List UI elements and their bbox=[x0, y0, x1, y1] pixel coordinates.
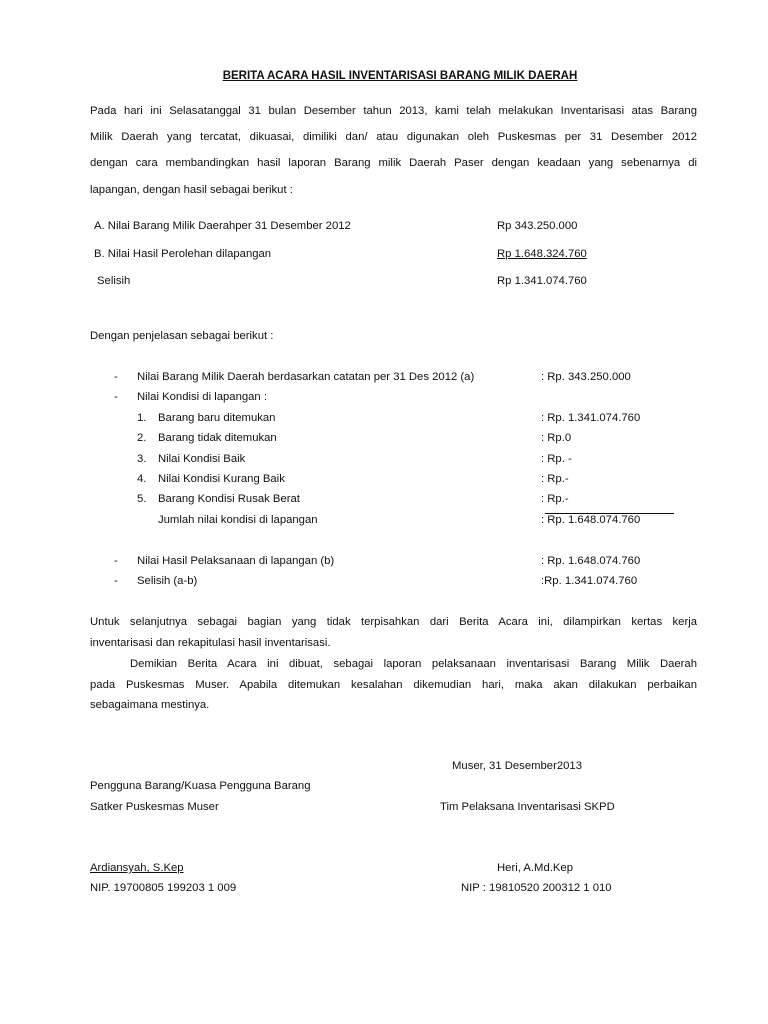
intro-paragraph bbox=[90, 98, 697, 203]
sub-label: Barang tidak ditemukan bbox=[158, 432, 277, 444]
dash-bullet: - bbox=[114, 575, 118, 587]
sub-number: 4. bbox=[137, 473, 147, 485]
right-signer-nip: NIP : 19810520 200312 1 010 bbox=[461, 882, 612, 894]
detail-label-a: Nilai Barang Milik Daerah berdasarkan catatan per 31 Des 2012 (a) bbox=[137, 371, 475, 383]
sub-label: Nilai Kondisi Kurang Baik bbox=[158, 473, 285, 485]
total-value: : Rp. 1.648.074.760 bbox=[541, 514, 641, 526]
right-signer-name: Heri, A.Md.Kep bbox=[497, 862, 573, 874]
right-signer-role: Tim Pelaksana Inventarisasi SKPD bbox=[440, 801, 615, 813]
summary-label-b: B. Nilai Hasil Perolehan dilapangan bbox=[94, 248, 272, 260]
intro-line: dengan cara membandingkan hasil laporan Barang milik Daerah Paser dengan keadaan yang sebenarnya di bbox=[90, 157, 697, 170]
summary-label-a: A. Nilai Barang Milik Daerahper 31 Desember 2012 bbox=[94, 220, 351, 232]
left-signer-name: Ardiansyah, S.Kep bbox=[90, 862, 184, 874]
sub-number: 5. bbox=[137, 493, 147, 505]
left-signer-unit: Satker Puskesmas Muser bbox=[90, 801, 219, 813]
intro-line: Milik Daerah yang tercatat, dikuasai, dimiliki dan/ atau digunakan oleh Puskesmas per 31 Desember 2012 bbox=[90, 131, 697, 144]
dash-bullet: - bbox=[114, 371, 118, 383]
detail-value-selisih: :Rp. 1.341.074.760 bbox=[541, 575, 638, 587]
detail-label-selisih: Selisih (a-b) bbox=[137, 575, 198, 587]
sub-number: 3. bbox=[137, 453, 147, 465]
left-signer-role: Pengguna Barang/Kuasa Pengguna Barang bbox=[90, 780, 311, 792]
detail-label-b: Nilai Hasil Pelaksanaan di lapangan (b) bbox=[137, 555, 335, 567]
total-label: Jumlah nilai kondisi di lapangan bbox=[158, 514, 318, 526]
left-signer-nip: NIP. 19700805 199203 1 009 bbox=[90, 882, 237, 894]
dash-bullet: - bbox=[114, 555, 118, 567]
detail-label-kondisi: Nilai Kondisi di lapangan : bbox=[137, 391, 267, 403]
sub-value: : Rp.- bbox=[541, 493, 569, 505]
intro-line: lapangan, dengan hasil sebagai berikut : bbox=[90, 183, 293, 196]
sub-value: : Rp.0 bbox=[541, 432, 572, 444]
summary-value-a: Rp 343.250.000 bbox=[497, 220, 578, 232]
sub-label: Nilai Kondisi Baik bbox=[158, 453, 246, 465]
closing-line: pada Puskesmas Muser. Apabila ditemukan kesalahan dikemudian hari, maka akan dilakukan perbaikan bbox=[90, 678, 697, 691]
closing-line: Untuk selanjutnya sebagai bagian yang tidak terpisahkan dari Berita Acara ini, dilampirkan kertas kerja bbox=[90, 616, 697, 628]
sub-value: : Rp. 1.341.074.760 bbox=[541, 412, 641, 424]
dash-bullet: - bbox=[114, 391, 118, 403]
sub-number: 1. bbox=[137, 412, 147, 424]
sub-label: Barang baru ditemukan bbox=[158, 412, 276, 424]
sub-label: Barang Kondisi Rusak Berat bbox=[158, 493, 300, 505]
sub-value: : Rp. - bbox=[541, 453, 572, 465]
closing-paragraph-2 bbox=[90, 654, 697, 716]
closing-line: Demikian Berita Acara ini dibuat, sebagai laporan pelaksanaan inventarisasi Barang Milik Daerah bbox=[130, 658, 697, 670]
summary-label-selisih: Selisih bbox=[97, 275, 131, 287]
sub-number: 2. bbox=[137, 432, 147, 444]
summary-value-selisih: Rp 1.341.074.760 bbox=[497, 275, 587, 287]
place-date: Muser, 31 Desember2013 bbox=[452, 760, 582, 772]
summary-value-b: Rp 1.648.324.760 bbox=[497, 248, 587, 260]
closing-paragraph-1 bbox=[90, 612, 697, 653]
closing-line: inventarisasi dan rekapitulasi hasil inventarisasi. bbox=[90, 636, 331, 649]
intro-line: Pada hari ini Selasatanggal 31 bulan Desember tahun 2013, kami telah melakukan Inventarisasi atas Barang bbox=[90, 105, 697, 117]
detail-value-a: : Rp. 343.250.000 bbox=[541, 371, 631, 383]
document-title: BERITA ACARA HASIL INVENTARISASI BARANG MILIK DAERAH bbox=[222, 70, 578, 82]
closing-line: sebagaimana mestinya. bbox=[90, 699, 210, 711]
explanation-heading: Dengan penjelasan sebagai berikut : bbox=[90, 330, 274, 342]
detail-value-b: : Rp. 1.648.074.760 bbox=[541, 555, 641, 567]
sub-value: : Rp.- bbox=[541, 473, 569, 485]
